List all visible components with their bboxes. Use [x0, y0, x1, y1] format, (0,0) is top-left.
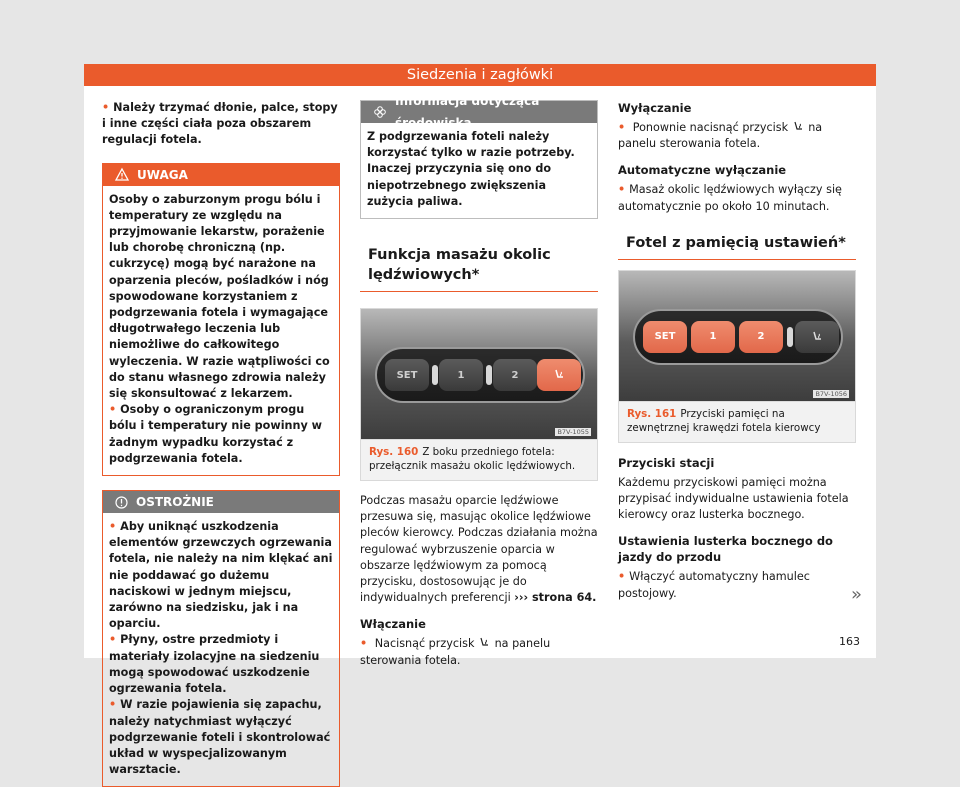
caution-title: OSTROŻNIE [136, 495, 214, 510]
warning-bullet-text: Osoby o ograniczonym progu bólu i temperatury nie powinny w żadnym wypadku korzystać z podgrzewania fotela. [109, 403, 322, 465]
stations-heading: Przyciski stacji [618, 455, 715, 470]
switch-panel [375, 347, 585, 403]
environment-box [360, 94, 598, 219]
on-text-b: na panelu sterowania fotela. [360, 637, 551, 667]
seat-massage-icon [792, 121, 805, 133]
warning-text: Osoby o zaburzonym progu bólu i temperatury ze względu na przyjmowanie lekarstw, porażenie lub chorobę chroniczną (np. cukrzycę) mogą być narażone na oparzenia pleców, pośladków i nóg spowodowane korzystaniem z podgrzewania fotela i wymagające długotrwałego leczenia lub niemożliwe do całkowitego wyleczenia. W razie wątpliwości co do stanu własnego zdrowia należy się skonsultować z lekarzem. [109, 192, 330, 401]
auto-off-text [618, 182, 856, 214]
massage-body-text: Podczas masażu oparcie lędźwiowe przesuwa się, masując okolice lędźwiowe pleców kierowcy. Podczas działania można regulować wybrzuszenie oparcia w obszarze lędźwiowym za pomocą przycisku, dostosowując je do indywidualnych preferencji [360, 494, 598, 605]
memory-buttons-photo [619, 271, 855, 401]
section-title-massage: Funkcja masażu okolic lędźwiowych* [360, 245, 598, 292]
intro-bullet [102, 100, 340, 149]
mirror-bullet [618, 569, 856, 601]
mirror-heading: Ustawienia lusterka bocznego do jazdy do przodu [618, 534, 833, 565]
off-instruction [618, 120, 856, 152]
warning-box [102, 163, 340, 476]
page-reference: ››› strona 64. [514, 591, 597, 605]
figure-massage [360, 308, 598, 481]
massage-button-image [795, 321, 839, 353]
environment-body [361, 123, 597, 218]
massage-body [360, 493, 598, 606]
warning-triangle-icon [115, 168, 129, 181]
figure-caption [361, 439, 597, 480]
figure-code: B7V-1055 [557, 428, 589, 437]
auto-off-text-content: Masaż okolic lędźwiowych wyłączy się automatycznie po około 10 minutach. [618, 183, 842, 213]
environment-title: Informacja dotycząca środowiska [395, 94, 540, 130]
caution-box [102, 490, 340, 787]
figure-label: Rys. 161 [627, 407, 677, 420]
manual-page [84, 64, 876, 777]
figure-caption-text: Przyciski pamięci na zewnętrznej krawędzi fotela kierowcy [627, 407, 821, 434]
warning-title: UWAGA [137, 167, 188, 182]
memory-panel [633, 309, 843, 365]
caution-item-text: W razie pojawienia się zapachu, należy natychmiast wyłączyć podgrzewanie foteli i skontrolować układ w wyspecjalizowanym warsztacie. [109, 698, 331, 777]
flower-icon [373, 105, 387, 119]
section-title-memory: Fotel z pamięcią ustawień* [618, 233, 856, 260]
stations-text: Każdemu przyciskowi pamięci można przypisać indywidualne ustawienia fotela kierowcy oraz lusterka bocznego. [618, 475, 849, 522]
separator [787, 327, 793, 347]
caution-item [109, 632, 333, 697]
memory-1-button-image: 1 [439, 359, 483, 391]
caution-item [109, 519, 333, 632]
intro-text: Należy trzymać dłonie, palce, stopy i inne części ciała poza obszarem regulacji fotela. [102, 101, 338, 147]
off-text-a: Ponownie nacisnąć przycisk [632, 121, 789, 134]
caution-item [109, 697, 333, 778]
figure-label: Rys. 160 [369, 446, 419, 459]
separator [486, 365, 492, 385]
seat-massage-icon [810, 330, 824, 344]
environment-header [361, 94, 597, 130]
set-button-image: SET [385, 359, 429, 391]
on-heading: Włączanie [360, 617, 426, 632]
column-right [618, 100, 856, 602]
warning-bullet [109, 402, 333, 467]
caution-circle-icon [115, 496, 128, 509]
page-header: Siedzenia i zagłówki [84, 64, 876, 86]
column-middle [360, 94, 598, 669]
massage-switch-photo [361, 309, 597, 439]
figure-caption [619, 401, 855, 442]
off-heading: Wyłączanie [618, 101, 692, 115]
warning-body [103, 186, 339, 475]
warning-header [103, 164, 339, 186]
seat-massage-icon [552, 368, 566, 382]
figure-caption-text: Z boku przedniego fotela: przełącznik masażu okolic lędźwiowych. [369, 446, 576, 473]
environment-text: Z podgrzewania foteli należy korzystać tylko w razie potrzeby. Inaczej przyczynia się ono do niepotrzebnego zwiększenia zużycia paliwa. [367, 130, 575, 208]
page-number: 163 [839, 635, 860, 648]
caution-item-text: Aby uniknąć uszkodzenia elementów grzewczych ogrzewania fotela, nie należy na nim klękać ani nie poddawać go dużemu naciskowi w jednym miejscu, zarówno na siedzisku, jak i na oparciu. [109, 520, 333, 631]
separator [432, 365, 438, 385]
on-text-a: Nacisnąć przycisk [374, 637, 475, 651]
memory-2-button-image: 2 [493, 359, 537, 391]
auto-off-heading: Automatyczne wyłączanie [618, 163, 787, 178]
figure-memory [618, 270, 856, 443]
on-instruction [360, 636, 598, 668]
figure-code: B7V-1056 [815, 389, 847, 398]
set-button-image: SET [643, 321, 687, 353]
off-text-b: na panelu sterowania fotela. [618, 121, 823, 151]
memory-1-button-image: 1 [691, 321, 735, 353]
continue-arrow-icon: » [850, 584, 862, 605]
caution-header [103, 491, 339, 513]
mirror-bullet-text: Włączyć automatyczny hamulec postojowy. [618, 570, 810, 600]
caution-item-text: Płyny, ostre przedmioty i materiały izolacyjne na siedzeniu mogą spowodować uszkodzenie ogrzewania fotela. [109, 633, 320, 696]
caution-body [103, 513, 339, 786]
column-left [102, 100, 340, 787]
memory-2-button-image: 2 [739, 321, 783, 353]
seat-massage-icon [478, 637, 491, 649]
massage-button-image [537, 359, 581, 391]
